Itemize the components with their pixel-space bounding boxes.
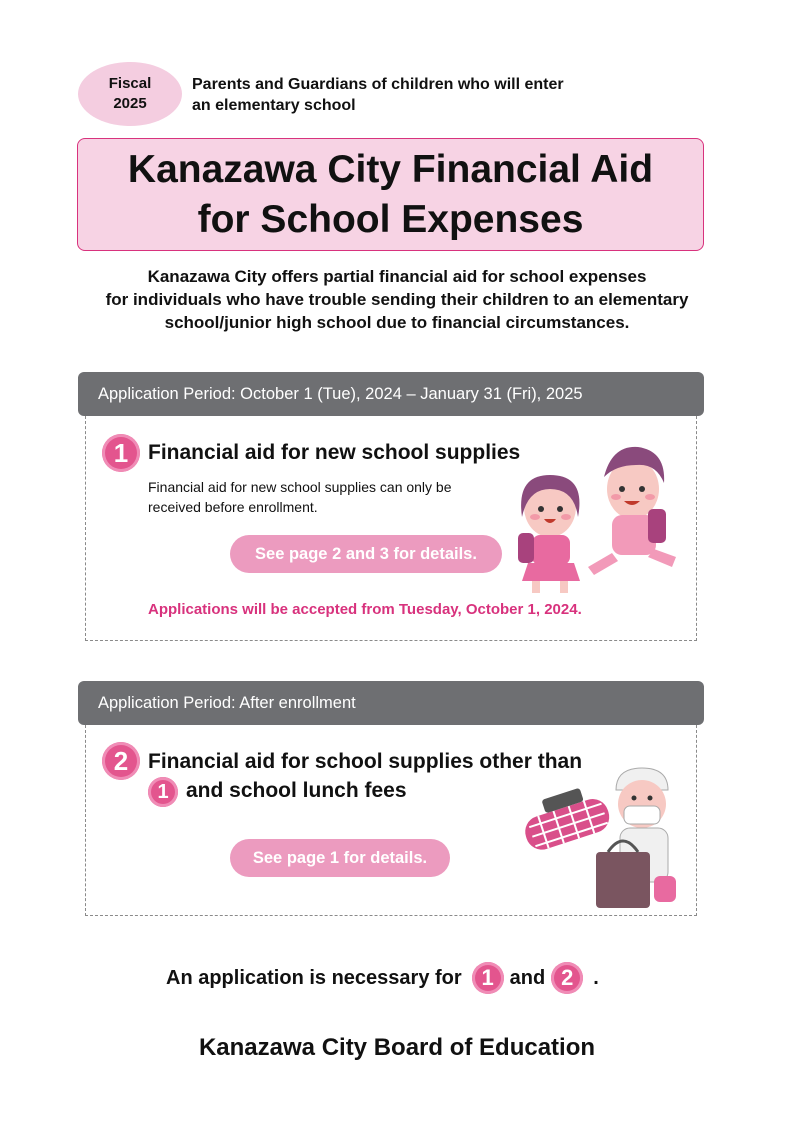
necessary-prefix: An application is necessary for [166, 966, 462, 989]
number-1-footer-icon: 1 [472, 962, 504, 994]
section-1-heading: Financial aid for new school supplies [148, 441, 521, 464]
children-with-backpacks-illustration [508, 437, 684, 595]
audience-text [192, 74, 652, 116]
application-period-bar-1: Application Period: October 1 (Tue), 2024 – January 31 (Fri), 2025 [78, 372, 704, 416]
intro-line-2: for individuals who have trouble sending their children to an elementary [105, 290, 689, 309]
number-2-footer-icon: 2 [551, 962, 583, 994]
page-title-line-1: Kanazawa City Financial Aid [127, 147, 654, 191]
page-title-box [77, 138, 704, 251]
intro-line-1: Kanazawa City offers partial financial aid for school expenses [147, 267, 647, 286]
school-lunch-server-illustration [520, 764, 686, 912]
audience-line-1: Parents and Guardians of children who will enter [192, 76, 564, 93]
section-1-description-line-2: received before enrollment. [148, 499, 318, 515]
number-1-icon: 1 [102, 434, 140, 472]
necessary-and: and [509, 966, 546, 989]
section-2-heading-line-1: Financial aid for school supplies other than [148, 750, 583, 773]
issuer-name: Kanazawa City Board of Education [198, 1034, 596, 1061]
section-2-heading-line-2: and school lunch fees [186, 779, 407, 802]
fiscal-label: Fiscal [108, 75, 152, 92]
page-title-line-2: for School Expenses [197, 197, 584, 241]
fiscal-year: 2025 [113, 95, 147, 112]
section-1-description [148, 477, 518, 517]
number-2-icon: 2 [102, 742, 140, 780]
acceptance-date-note: Applications will be accepted from Tuesday, October 1, 2024. [148, 601, 582, 618]
audience-line-2: an elementary school [192, 97, 356, 114]
intro-line-3: school/junior high school due to financial circumstances. [164, 313, 630, 332]
fiscal-year-badge [78, 62, 182, 126]
necessary-suffix: . [593, 966, 599, 989]
details-page-1-button[interactable]: See page 1 for details. [230, 839, 450, 877]
details-page-2-3-button[interactable]: See page 2 and 3 for details. [230, 535, 502, 573]
section-1-description-line-1: Financial aid for new school supplies can only be [148, 479, 452, 495]
number-1-inline-icon: 1 [148, 777, 178, 807]
application-necessary-note [166, 958, 599, 998]
intro-paragraph [60, 265, 734, 334]
application-period-bar-2: Application Period: After enrollment [78, 681, 704, 725]
